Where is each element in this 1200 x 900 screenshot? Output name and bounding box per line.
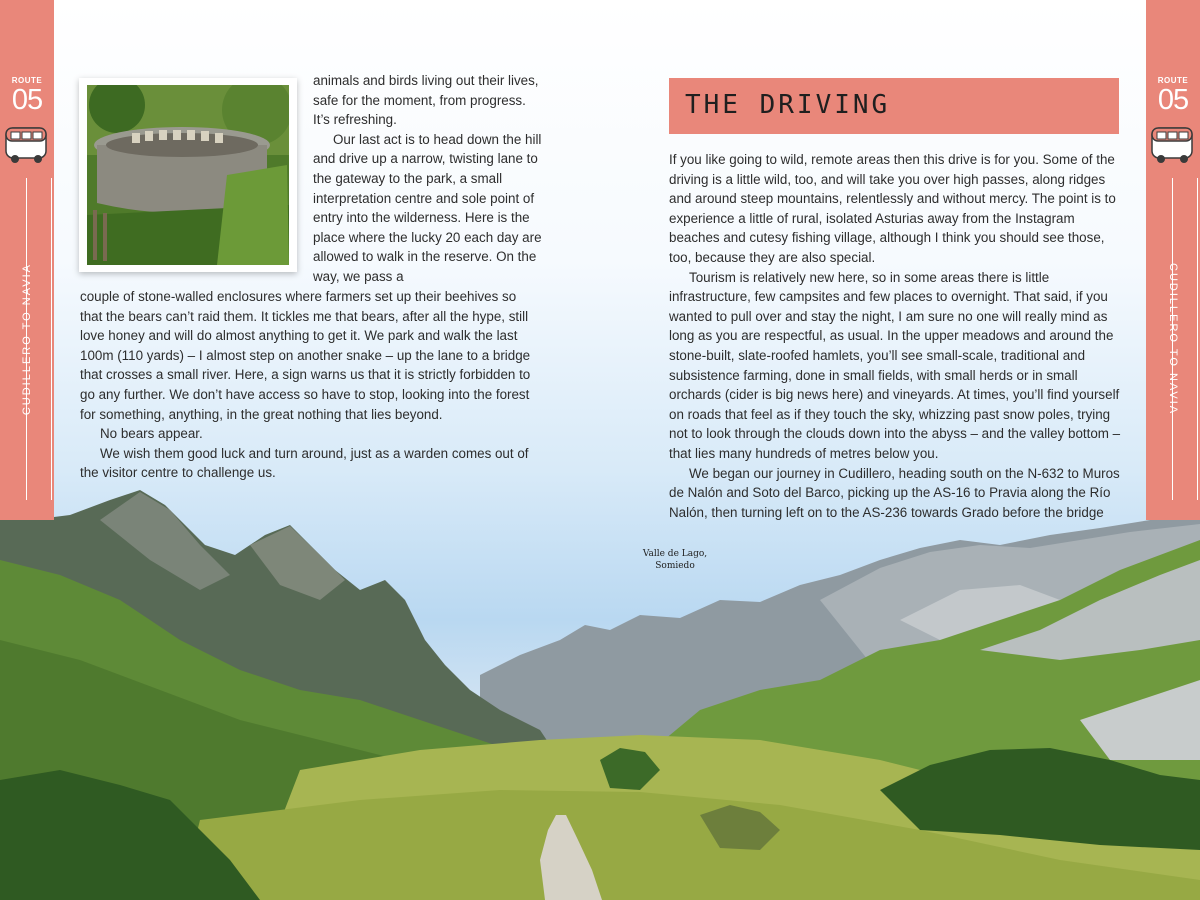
beehive-photo: [79, 78, 297, 272]
route-label: ROUTE: [1157, 76, 1189, 85]
route-title-vertical: [1146, 178, 1200, 500]
paragraph: No bears appear.: [100, 426, 203, 442]
section-heading: THE DRIVING: [685, 90, 891, 120]
paragraph: Tourism is relatively new here, so in some areas there is little infrastructure, few campsites and few places to overnight. That said, if you wanted to pull over and stay the night, I am sure no one will really mind as long as you are respectful, as usual. In the upper meadows and around the stone-built, slate-roofed hamlets, you’ll see small-scale, traditional and subsistence farming, done in small fields, with small herds or in small orchards (cider is big news here) and vineyards. At times, you’ll find yourself on roads that feel as if they touch the sky, whizzing past snow poles, trying not to look through the clouds down into the abyss – and the valley bottom – that lies many hundreds of metres below you.: [669, 269, 1121, 461]
beehive-enclosure-image: [87, 85, 289, 265]
section-heading-banner: [669, 78, 1119, 134]
route-number: 05: [1157, 84, 1189, 116]
paragraph: Our last act is to head down the hill and drive up a narrow, twisting lane to the gateway to the park, a small interpretation centre and sole point of entry into the wilderness. Here is the place where the lucky 20 each day are allowed to walk in the reserve. On the way, we pass a: [313, 131, 542, 284]
left-column-bottom-text: [80, 287, 540, 483]
paragraph: animals and birds living out their lives, safe for the moment, from progress. It’s refreshing.: [313, 73, 539, 128]
route-title: CUDILLERO TO NAVIA: [21, 262, 33, 416]
route-number: 05: [11, 84, 43, 116]
photo-caption: [620, 548, 730, 572]
route-title: CUDILLERO TO NAVIA: [1167, 262, 1179, 416]
campervan-icon: [4, 124, 50, 166]
left-route-tab: [0, 0, 54, 520]
paragraph: We began our journey in Cudillero, heading south on the N-632 to Muros de Nalón and Soto del Barco, picking up the AS-16 to Pravia along the Río Nalón, then turning left on to the AS-236 towards Grado before the bridge: [669, 465, 1120, 520]
caption-line: Somiedo: [655, 561, 695, 571]
paragraph: If you like going to wild, remote areas then this drive is for you. Some of the driving is a little wild, too, and will take you over high passes, along ridges and around steep mountains, relentlessly and without mercy. The point is to experience a little of rural, isolated Asturias away from the Instagram beaches and cutesy fishing village, although I think you should see those, too, because they are also special.: [669, 152, 1116, 265]
right-route-tab: [1146, 0, 1200, 520]
paragraph: We wish them good luck and turn around, just as a warden comes out of the visitor centre to challenge us.: [80, 445, 529, 481]
route-title-vertical: [0, 178, 54, 500]
campervan-icon: [1150, 124, 1196, 166]
left-column-top-text: [313, 71, 545, 287]
route-label: ROUTE: [11, 76, 43, 85]
paragraph: couple of stone-walled enclosures where farmers set up their beehives so that the bears can’t raid them. It tickles me that bears, after all the hype, still love honey and will do almost anything to get it. We park and walk the last 100m (110 yards) – I almost step on another snake – up the lane to a bridge that crosses a small river. Here, a sign warns us that it is strictly forbidden to go any further. We don’t have access so have to stop, looking into the forest for something, anything, in the great nothing that lies beyond.: [80, 289, 531, 422]
right-column-text: [669, 150, 1125, 522]
caption-line: Valle de Lago,: [642, 549, 708, 559]
